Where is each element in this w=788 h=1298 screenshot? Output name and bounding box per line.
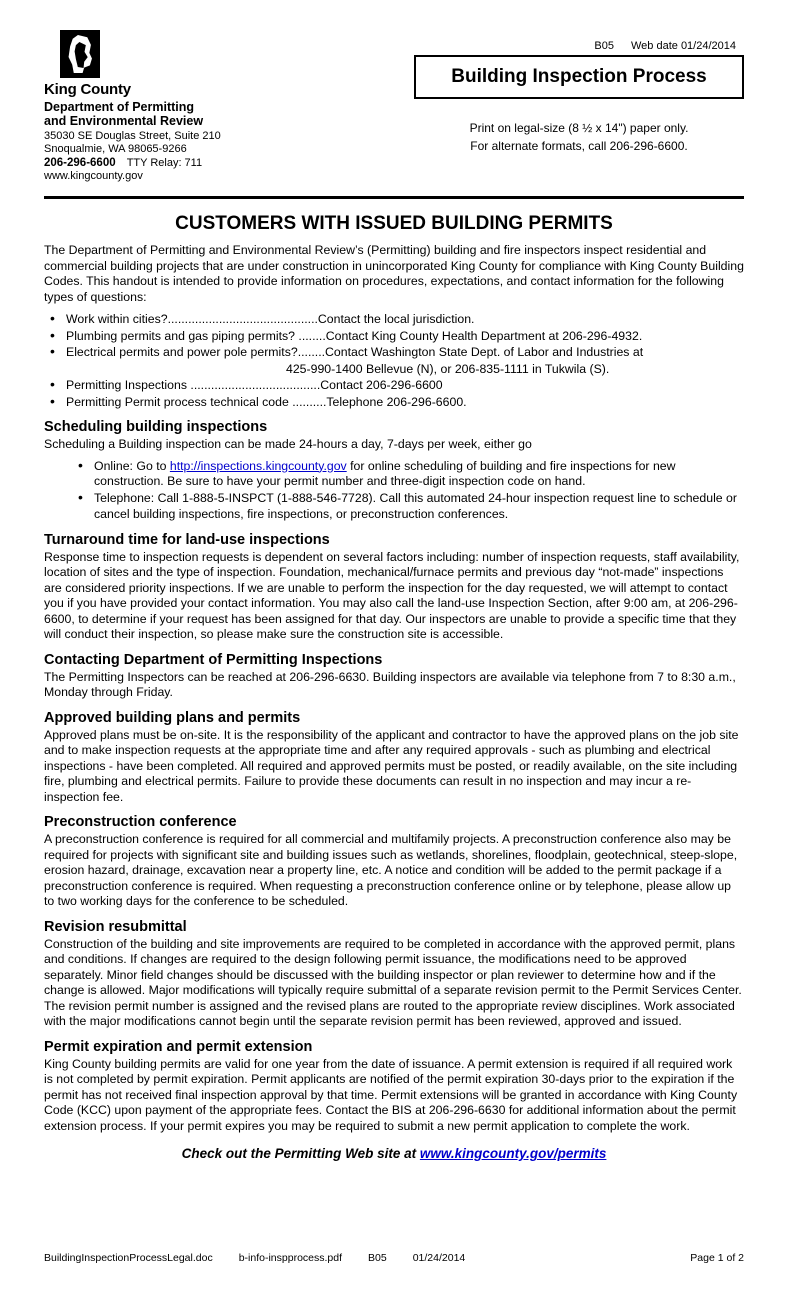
page-footer <box>44 1252 744 1264</box>
document-body <box>0 199 788 1161</box>
section-heading-contacting: Contacting Department of Permitting Inspections <box>44 651 383 668</box>
permits-website-link[interactable]: www.kingcounty.gov/permits <box>419 1146 607 1162</box>
list-item <box>44 328 744 345</box>
intro-paragraph: The Department of Permitting and Environmental Review’s (Permitting) building and fire inspectors inspect residential and commercial building projects that are under construction in unincorporated King County for compliance with King County Building Codes. This handout is intended to provide information on procedures, expectations, and contact information for the following types of questions: <box>44 243 744 304</box>
question-label: Permitting Permit process technical code <box>66 394 293 409</box>
main-phone: 206-296-6600 <box>44 157 116 169</box>
print-note-line-1: Print on legal-size (8 ½ x 14") paper only. <box>469 121 689 135</box>
list-item <box>44 377 744 394</box>
department-line-1: Department of Permitting <box>44 100 195 114</box>
question-label: Electrical permits and power pole permits? <box>66 345 298 359</box>
list-item <box>44 344 744 377</box>
expiration-body: King County building permits are valid for one year from the date of issuance. A permit extension is required if all required work is not completed by permit expiration. Permit applicants are notified of the permit expiration 30-days prior to the expiration if the permit has not received final inspection approval by that time. Permit extensions will be granted in accordance with King County Code (KCC) upon payment of the appropriate fees. Contact the BIS at 206-296-6630 for additional information about the permit extension process. If your permit expires you may be required to submit a new permit application to complete the work. <box>44 1056 738 1133</box>
section-heading-approved-plans: Approved building plans and permits <box>44 709 301 726</box>
dot-leader: ........ <box>294 328 326 343</box>
question-answer: Contact the local jurisdiction. <box>317 312 475 326</box>
question-list <box>44 311 744 410</box>
section-heading-turnaround: Turnaround time for land-use inspections <box>44 531 330 548</box>
footer-pdfname: b-info-inspprocess.pdf <box>238 1252 343 1264</box>
question-answer-continued: 425-990-1400 Bellevue (N), or 206-835-1111 in Tukwila (S). <box>286 361 610 376</box>
list-item <box>44 394 744 411</box>
king-county-logo-icon <box>60 30 100 78</box>
dot-leader: ............................................ <box>167 312 318 326</box>
closing-note <box>44 1146 744 1161</box>
contacting-body: The Permitting Inspectors can be reached at 206-296-6630. Building inspectors are available via telephone from 7 to 8:30 a.m., Monday through Friday. <box>44 669 736 700</box>
document-title: Building Inspection Process <box>451 66 707 87</box>
document-header <box>0 0 788 182</box>
question-label: Permitting Inspections <box>66 378 191 392</box>
department-line-2: and Environmental Review <box>44 114 204 128</box>
section-heading-preconstruction: Preconstruction conference <box>44 814 237 831</box>
footer-code: B05 <box>368 1252 387 1264</box>
question-label: Plumbing permits and gas piping permits? <box>66 328 295 343</box>
page-title: CUSTOMERS WITH ISSUED BUILDING PERMITS <box>175 213 613 234</box>
document-title-box <box>414 55 744 99</box>
section-heading-expiration: Permit expiration and permit extension <box>44 1038 313 1055</box>
list-item <box>78 459 744 491</box>
question-label: Work within cities? <box>66 312 168 326</box>
web-date: Web date 01/24/2014 <box>631 40 736 52</box>
question-answer: Contact King County Health Department at 206-296-4932. <box>325 328 643 343</box>
question-answer: Contact 206-296-6600 <box>320 378 443 392</box>
city-state-zip: Snoqualmie, WA 98065-9266 <box>44 143 187 155</box>
dot-leader: ........ <box>297 345 326 359</box>
scheduling-bullets <box>44 459 744 523</box>
street-address: 35030 SE Douglas Street, Suite 210 <box>44 130 221 142</box>
footer-date: 01/24/2014 <box>412 1252 466 1264</box>
online-scheduling-link[interactable]: http://inspections.kingcounty.gov <box>169 458 347 473</box>
title-block <box>414 30 744 155</box>
dot-leader: ...................................... <box>190 378 321 392</box>
closing-text: Check out the Permitting Web site at <box>181 1146 420 1162</box>
print-note-line-2: For alternate formats, call 206-296-6600. <box>470 139 688 153</box>
agency-name: King County <box>44 81 131 98</box>
approved-plans-body: Approved plans must be on-site. It is the responsibility of the applicant and contractor to have the approved plans on the job site and to make inspection requests at the appropriate time and after any required approvals - such as plumbing and electrical inspections - have been completed. All required and approved permits must be posted, or readily available, on the site including fire, plumbing and electrical permits. Failure to provide these documents can result in no inspection and may incur a re-inspection fee. <box>44 727 739 804</box>
footer-pagination: Page 1 of 2 <box>690 1252 744 1264</box>
revision-body: Construction of the building and site improvements are required to be completed in accordance with the approved permit, plans and conditions. If changes are required to the design following permit issuance, the modifications need to be approved separately. Minor field changes should be discussed with the building inspector or plan reviewer to determine how and if the change is allowed. Major modifications will typically require submittal of a separate revision permit to the Permit Services Center. The revision permit number is assigned and the revised plans are routed to the appropriate review disciplines. Work associated with the major modifications cannot begin until the separate revision permit has been reviewed, approved and issued. <box>44 936 742 1029</box>
list-item <box>44 311 744 328</box>
section-heading-scheduling: Scheduling building inspections <box>44 419 268 435</box>
bullet-text-pre: Telephone: Call 1-888-5-INSPCT (1-888-546-7728). Call this automated 24-hour inspection request line to schedule or cancel building inspections, fire inspections, or preconstruction conferences. <box>94 491 737 521</box>
agency-block <box>44 30 374 182</box>
question-answer: Contact Washington State Dept. of Labor and Industries at <box>325 345 644 359</box>
turnaround-body: Response time to inspection requests is dependent on several factors including: number of inspection requests, staff availability, location of sites and the type of inspection. Foundation, mechanical/furnace permits and previous day “not-made” inspections are considered priority inspections. If we are unable to perform the inspection for the day requested, we will attempt to contact you if you have provided your contact information. You may also call the land-use Inspection Section, after 9:00 am, at 206-296-6600, to determine if your request has been assigned for that day. Our inspectors are unable to provide a specific time that they will conduct their inspection, so please make sure the construction site is accessible. <box>44 549 740 642</box>
tty-relay: TTY Relay: 711 <box>126 157 203 169</box>
section-heading-revision: Revision resubmittal <box>44 918 187 935</box>
document-code: B05 <box>594 40 614 52</box>
preconstruction-body: A preconstruction conference is required for all commercial and multifamily projects. A preconstruction conference also may be required for projects with significant site and building issues such as wetlands, shorelines, floodplain, geotechnical, steep-slope, erosion hazard, drainage, excavation near a property line, etc. A notice and condition will be added to the permit package if a preconstruction conference is required. When requesting a preconstruction conference online or by telephone, please allow up to two working days for the conference to be scheduled. <box>44 832 738 909</box>
bullet-text-post: for online scheduling of building and fire inspections for new construction. Be sure to have your permit number and three-digit inspection code on hand. <box>94 458 676 489</box>
bullet-text-pre: Online: Go to <box>94 458 170 473</box>
footer-filename: BuildingInspectionProcessLegal.doc <box>44 1252 213 1264</box>
scheduling-intro: Scheduling a Building inspection can be made 24-hours a day, 7-days per week, either go <box>44 437 532 451</box>
dot-leader: .......... <box>292 394 327 409</box>
list-item <box>78 491 744 523</box>
agency-website: www.kingcounty.gov <box>44 170 143 182</box>
question-answer: Telephone 206-296-6600. <box>326 394 467 409</box>
